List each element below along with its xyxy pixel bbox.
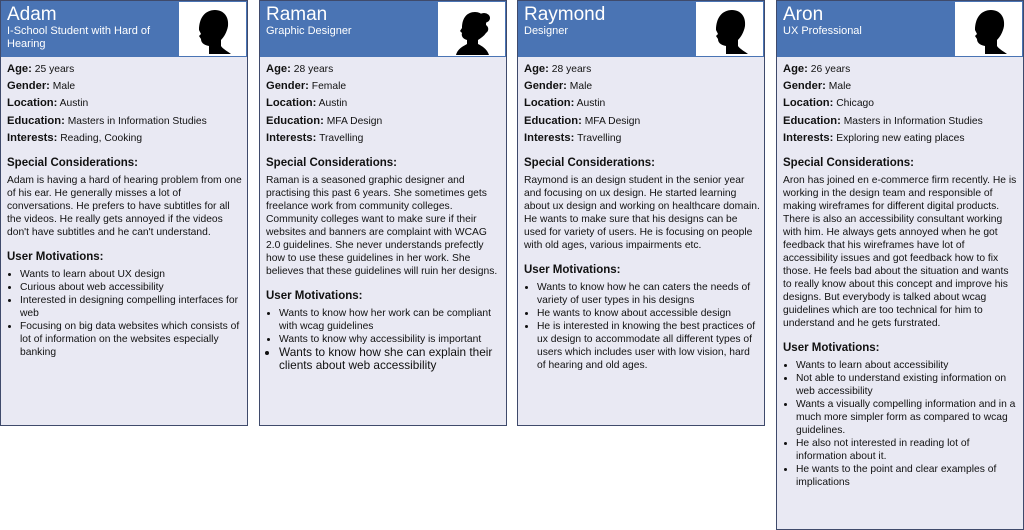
female-silhouette-icon bbox=[438, 2, 505, 56]
motivations-heading: User Motivations: bbox=[783, 341, 880, 354]
persona-role: UX Professional bbox=[783, 25, 862, 37]
list-item: • Wants a visually compelling information and in a much more simpler form as compared to wcag guidelines. bbox=[796, 398, 1019, 437]
motivations-heading: User Motivations: bbox=[7, 250, 104, 263]
field-education: Education: Masters in Information Studies bbox=[7, 114, 207, 127]
field-interests: Interests: Travelling bbox=[524, 131, 622, 144]
list-item: • Focusing on big data websites which consists of lot of information on the websites especially banking bbox=[20, 320, 243, 359]
persona-name: Raman bbox=[266, 4, 328, 25]
list-item: • He wants to know about accessible design bbox=[537, 307, 760, 320]
list-item: • Not able to understand existing information on web accessibility bbox=[796, 372, 1019, 398]
list-item: • Wants to know why accessibility is important bbox=[279, 333, 502, 346]
motivations-list bbox=[524, 281, 760, 372]
persona-card-raymond bbox=[517, 0, 765, 426]
persona-name: Raymond bbox=[524, 4, 606, 25]
field-gender: Gender: Male bbox=[783, 80, 852, 93]
persona-body bbox=[7, 63, 243, 359]
persona-header bbox=[518, 1, 764, 57]
motivations-heading: User Motivations: bbox=[524, 263, 621, 276]
field-location: Location: Chicago bbox=[783, 97, 874, 110]
list-item: • Wants to know how he can caters the needs of variety of user types in his designs bbox=[537, 281, 760, 307]
field-age: Age: 28 years bbox=[524, 63, 592, 75]
field-gender: Gender: Female bbox=[266, 80, 347, 93]
field-age: Age: 28 years bbox=[266, 63, 334, 75]
motivations-list bbox=[7, 268, 243, 359]
field-education: Education: Masters in Information Studies bbox=[783, 114, 983, 127]
considerations-heading: Special Considerations: bbox=[7, 156, 139, 169]
field-interests: Interests: Exploring new eating places bbox=[783, 131, 965, 144]
persona-role: Graphic Designer bbox=[266, 25, 352, 37]
motivations-list bbox=[266, 307, 502, 373]
considerations-text: Raymond is an design student in the senior year and focusing on ux design. He started learning about ux design and working on healthcare domain. He wants to make sure that his designs can be used for variety of users. He is focusing on people with old ages, various impairments etc. bbox=[524, 174, 760, 251]
considerations-text: Aron has joined en e-commerce firm recently. He is working in the design team and responsible of making wireframes for different digital products. There is also an accessibility consultant working with him. He always gets annoyed when he got feedback that his wireframes have lot of accessibility issues and got feedback how to fix those. He feels bad about the situation and wants to really know about this concept and improve his designs. But everybody is talked about wcag guidelines which are too technical for him to understand and he gets furstrated. bbox=[783, 174, 1017, 329]
persona-header bbox=[260, 1, 506, 57]
field-interests: Interests: Travelling bbox=[266, 131, 364, 144]
persona-header bbox=[777, 1, 1023, 57]
persona-body bbox=[783, 63, 1019, 489]
persona-name: Aron bbox=[783, 4, 824, 25]
list-item: • He is interested in knowing the best practices of ux design to accommodate all different types of users which includes user with low vision, hard of hearing and old ages. bbox=[537, 320, 760, 372]
field-age: Age: 26 years bbox=[783, 63, 851, 75]
persona-card-aron bbox=[776, 0, 1024, 530]
considerations-heading: Special Considerations: bbox=[524, 156, 656, 169]
list-item: • Wants to learn about UX design bbox=[20, 268, 243, 281]
male-silhouette-icon bbox=[955, 2, 1022, 56]
motivations-heading: User Motivations: bbox=[266, 289, 363, 302]
field-gender: Gender: Male bbox=[524, 80, 593, 93]
list-item: • He wants to the point and clear examples of implications bbox=[796, 463, 1019, 489]
list-item: • Wants to know how she can explain their clients about web accessibility bbox=[279, 346, 502, 373]
list-item: • Curious about web accessibility bbox=[20, 281, 243, 294]
persona-header bbox=[1, 1, 247, 57]
persona-name: Adam bbox=[7, 4, 57, 25]
list-item: • Wants to know how her work can be compliant with wcag guidelines bbox=[279, 307, 502, 333]
considerations-heading: Special Considerations: bbox=[783, 156, 915, 169]
field-location: Location: Austin bbox=[524, 97, 606, 110]
persona-role: I-School Student with Hard of Hearing bbox=[7, 25, 151, 50]
field-interests: Interests: Reading, Cooking bbox=[7, 131, 143, 144]
field-location: Location: Austin bbox=[7, 97, 89, 110]
persona-card-raman bbox=[259, 0, 507, 426]
considerations-text: Raman is a seasoned graphic designer and practising this past 6 years. She sometimes gets freelance work from community colleges. Community colleges want to make sure if their websites and banners are complaint with WCAG 2.0 guidelines. She never understands prefectly how to use these guidelines in her work. She believes that these guidelines will ruin her designs. bbox=[266, 174, 498, 277]
list-item: • He also not interested in reading lot of information about it. bbox=[796, 437, 1019, 463]
field-location: Location: Austin bbox=[266, 97, 348, 110]
list-item: • Wants to learn about accessibility bbox=[796, 359, 1019, 372]
considerations-heading: Special Considerations: bbox=[266, 156, 398, 169]
motivations-list bbox=[783, 359, 1019, 489]
persona-card-adam bbox=[0, 0, 248, 426]
male-silhouette-icon bbox=[696, 2, 763, 56]
list-item: • Interested in designing compelling interfaces for web bbox=[20, 294, 243, 320]
persona-role: Designer bbox=[524, 25, 569, 37]
field-gender: Gender: Male bbox=[7, 80, 76, 93]
field-age: Age: 25 years bbox=[7, 63, 75, 75]
field-education: Education: MFA Design bbox=[266, 114, 383, 127]
field-education: Education: MFA Design bbox=[524, 114, 641, 127]
persona-body bbox=[266, 63, 502, 373]
persona-body bbox=[524, 63, 760, 372]
considerations-text: Adam is having a hard of hearing problem from one of his ear. He generally misses a lot of conversations. He prefers to have subtitles for all the videos. He really gets annoyed if the videos don't have subtitles and he can't understand. bbox=[7, 174, 242, 238]
male-silhouette-icon bbox=[179, 2, 246, 56]
